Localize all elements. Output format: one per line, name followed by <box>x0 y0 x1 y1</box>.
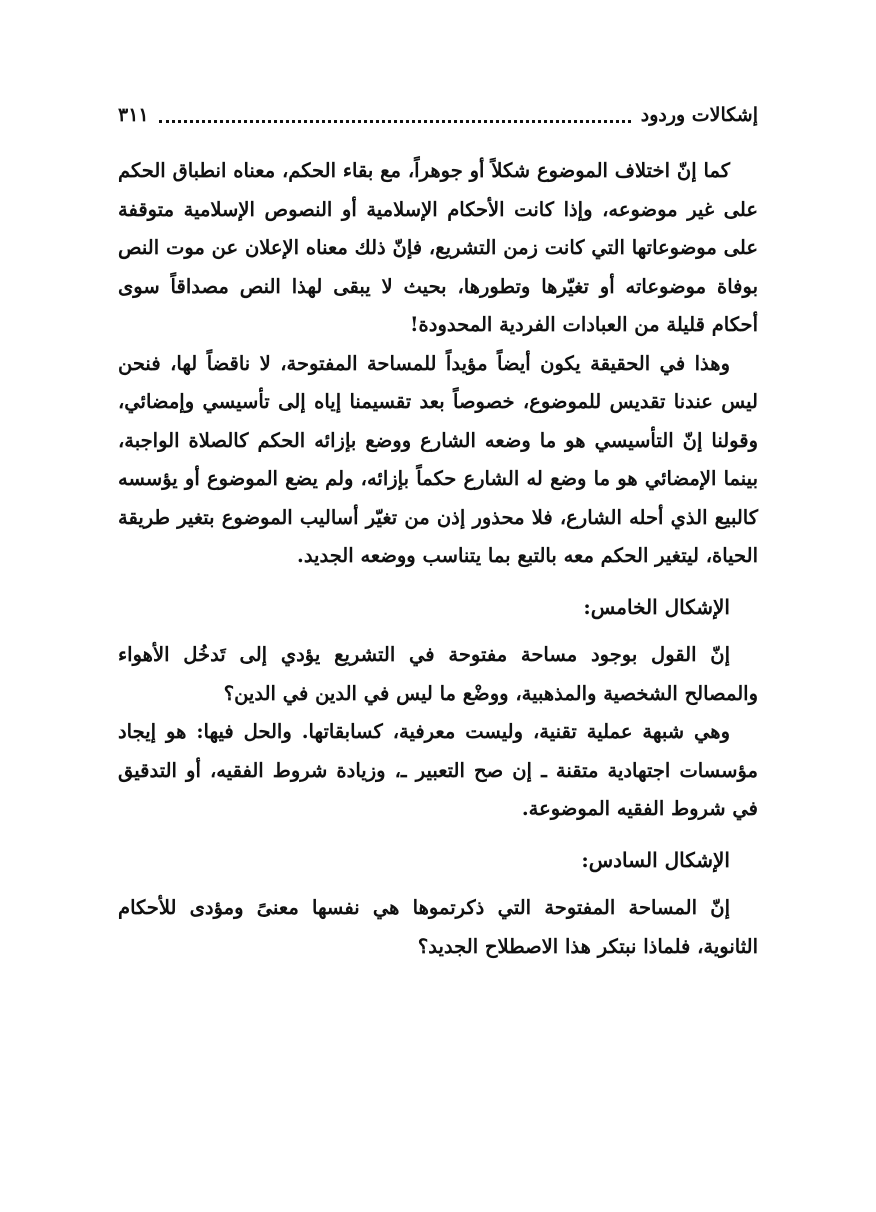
paragraph-2: وهذا في الحقيقة يكون أيضاً مؤيداً للمساحة المفتوحة، لا ناقضاً لها، فنحن ليس عندنا تقديس للموضوع، خصوصاً بعد تقسيمنا إياه إلى تأسيسي وإمضائي، وقولنا إنّ التأسيسي هو ما وضعه الشارع ووضع بإزائه الحكم كالصلاة الواجبة، بينما الإمضائي هو ما وضع له الشارع حكماً بإزائه، ولم يضع الموضوع أو يؤسسه كالبيع الذي أحله الشارع، فلا محذور إذن من تغيّر أساليب الموضوع بتغير طريقة الحياة، ليتغير الحكم معه بالتبع بما يتناسب ووضعه الجديد. <box>118 351 758 567</box>
body-text <box>118 152 758 966</box>
paragraph-1: كما إنّ اختلاف الموضوع شكلاً أو جوهراً، مع بقاء الحكم، معناه انطباق الحكم على غير موضوعه، وإذا كانت الأحكام الإسلامية أو النصوص الإسلامية متوقفة على موضوعاتها التي كانت زمن التشريع، فإنّ ذلك معناه الإعلان عن موت النص بوفاة موضوعاته أو تغيّرها وتطورها، بحيث لا يبقى لهذا النص مصداقاً سوى أحكام قليلة من العبادات الفردية المحدودة! <box>118 159 758 336</box>
page-number: ٣١١ <box>118 104 149 126</box>
header-title: إشكالات وردود <box>640 104 758 126</box>
heading-fifth-problem: الإشكال الخامس: <box>583 594 730 619</box>
running-header <box>118 98 758 132</box>
paragraph-3: إنّ القول بوجود مساحة مفتوحة في التشريع يؤدي إلى تَدخُل الأهواء والمصالح الشخصية والمذهبية، ووضْع ما ليس في الدين في الدين؟ <box>118 643 758 705</box>
paragraph-4: وهي شبهة عملية تقنية، وليست معرفية، كسابقاتها. والحل فيها: هو إيجاد مؤسسات اجتهادية متقنة ـ إن صح التعبير ـ، وزيادة شروط الفقيه، أو التدقيق في شروط الفقيه الموضوعة. <box>118 720 758 820</box>
heading-sixth-problem: الإشكال السادس: <box>581 847 730 872</box>
paragraph-5: إنّ المساحة المفتوحة التي ذكرتموها هي نفسها معنىً ومؤدى للأحكام الثانوية، فلماذا نبتكر هذا الاصطلاح الجديد؟ <box>118 896 758 958</box>
header-dot-leader <box>159 120 631 123</box>
